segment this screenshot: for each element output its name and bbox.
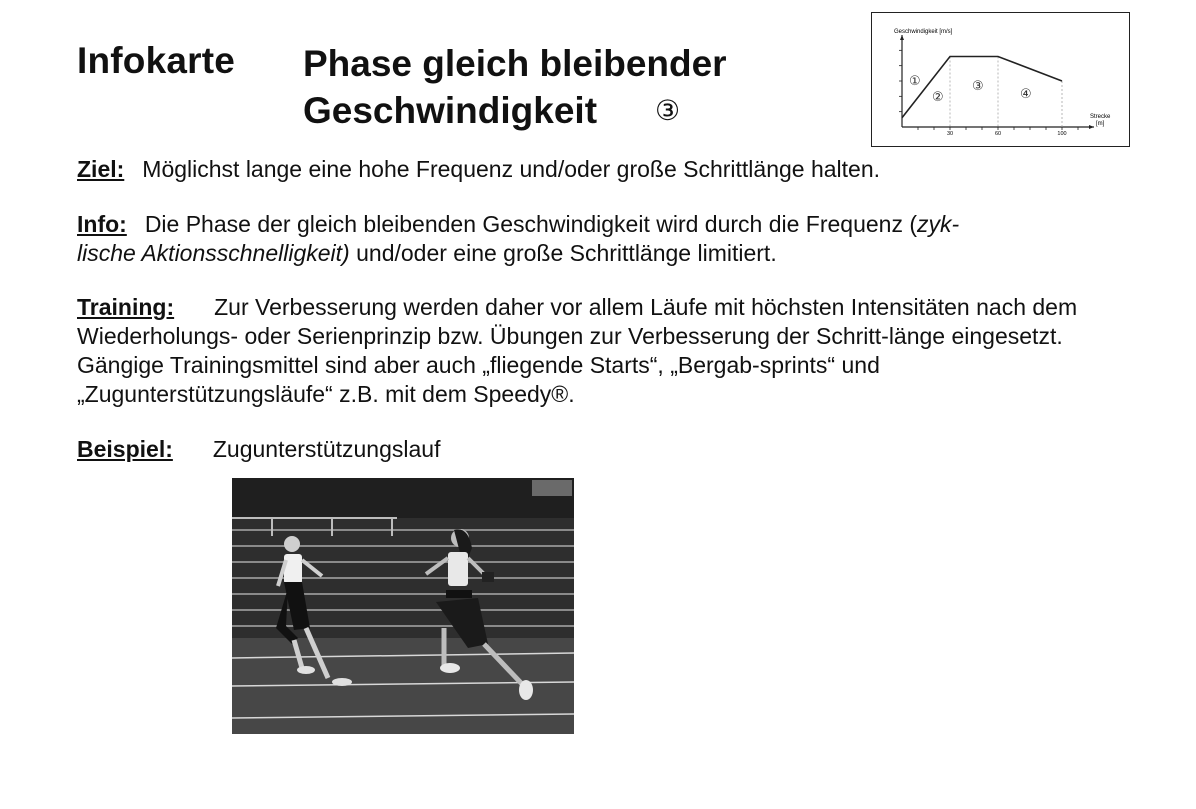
chart-svg xyxy=(872,13,1129,146)
info-text-2: und/oder eine große Schrittlänge limitiert. xyxy=(349,240,777,266)
photo-building xyxy=(532,480,572,496)
info-paragraph xyxy=(77,210,1117,268)
title-line-2 xyxy=(303,87,727,134)
card-title-infokarte: Infokarte xyxy=(77,40,236,81)
photo-illustration xyxy=(232,478,574,734)
photo-sprint-training xyxy=(232,478,574,734)
beispiel-text: Zugunterstützungslauf xyxy=(212,436,441,462)
chart-x-axis-label: Strecke xyxy=(1090,114,1111,120)
title-line-1: Phase gleich bleibender xyxy=(303,43,727,84)
speed-distance-chart xyxy=(871,12,1130,147)
beispiel-paragraph xyxy=(77,435,1117,464)
chart-y-arrow xyxy=(900,35,904,40)
ziel-label: Ziel: xyxy=(77,156,125,182)
chart-x-arrow xyxy=(1089,125,1094,129)
training-paragraph xyxy=(77,293,1117,409)
training-label: Training: xyxy=(77,294,175,320)
chart-x-tick-30: 30 xyxy=(946,131,954,137)
chart-phase-4-label: ④ xyxy=(1020,87,1032,102)
chart-phase-2-label: ② xyxy=(932,90,944,105)
ziel-paragraph xyxy=(77,155,1117,184)
ziel-text: Möglichst lange eine hohe Frequenz und/oder große Schrittlänge halten. xyxy=(142,156,881,182)
photo-trees xyxy=(232,478,574,518)
chart-x-tick-100: 100 xyxy=(1057,131,1067,137)
beispiel-label: Beispiel: xyxy=(77,436,173,462)
info-label: Info: xyxy=(77,211,127,237)
chart-x-tick-60: 60 xyxy=(994,131,1002,137)
card-title-phase xyxy=(303,40,727,134)
phase-number-icon: ③ xyxy=(655,94,681,127)
training-text: Zur Verbesserung werden daher vor allem Läufe mit höchsten Intensitäten nach dem Wiederholungs- oder Serienprinzip bzw. Übungen zur Verbesserung der Schritt-länge eingesetzt. Gängige Trainingsmittel sind aber auch „fliegende Starts“, „Bergab-sprints“ und „Zugunterstützungsläufe“ z.B. mit dem Speedy®. xyxy=(77,294,1078,407)
info-italic-1: zyk- xyxy=(917,211,960,237)
chart-x-axis-unit: [m] xyxy=(1096,121,1105,127)
chart-phase-3-label: ③ xyxy=(972,79,984,94)
info-italic-2: lische Aktionsschnelligkeit) xyxy=(77,240,350,266)
chart-y-axis-label: Geschwindigkeit [m/s] xyxy=(894,29,953,35)
info-text-1: Die Phase der gleich bleibenden Geschwindigkeit wird durch die Frequenz ( xyxy=(144,211,918,237)
title-line-2-text: Geschwindigkeit xyxy=(303,90,598,131)
chart-phase-1-label: ① xyxy=(909,74,921,89)
